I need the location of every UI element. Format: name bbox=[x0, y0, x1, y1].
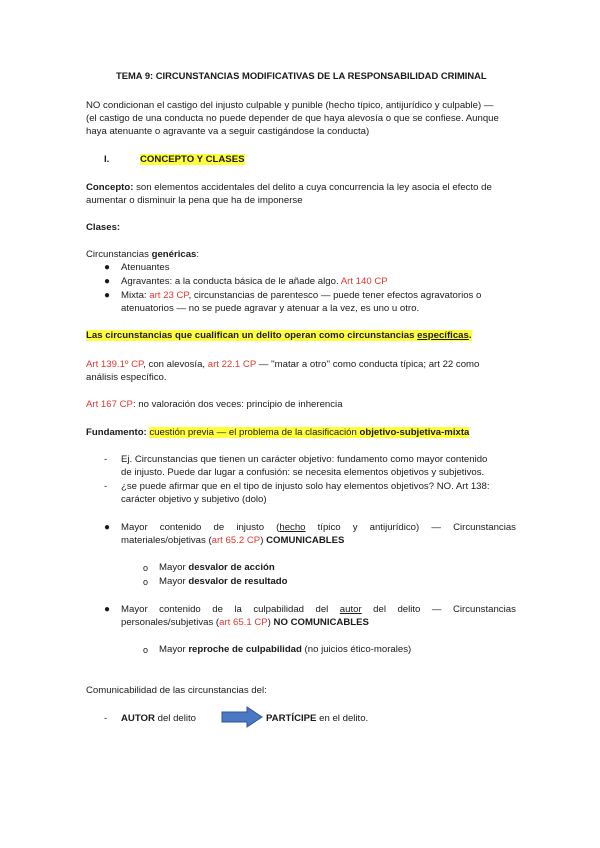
bullet-mixta-line-2: atenuatorios — no se puede agravar y atenuar a la vez, es uno u otro. bbox=[121, 303, 420, 314]
document-title: TEMA 9: CIRCUNSTANCIAS MODIFICATIVAS DE LA RESPONSABILIDAD CRIMINAL bbox=[116, 70, 487, 81]
clases-label: Clases: bbox=[86, 222, 121, 233]
fundamento-line: Fundamento: cuestión previa — el problema de la clasificación objetivo-subjetiva-mixta bbox=[86, 427, 470, 438]
bullet-icon: ● bbox=[104, 290, 111, 301]
concepto-line-1: Concepto: son elementos accidentales del delito a cuya concurrencia la ley asocia el efecto de bbox=[86, 182, 492, 193]
comunicabilidad-line: Comunicabilidad de las circunstancias del: bbox=[86, 685, 267, 696]
circle-bullet-icon: o bbox=[143, 577, 149, 587]
injusto-line-2: materiales/objetivas (art 65.2 CP) COMUNICABLES bbox=[121, 535, 345, 546]
bullet-mixta: Mixta: art 23 CP, circunstancias de parentesco — puede tener efectos agravatorios o bbox=[121, 290, 482, 301]
participe-text: PARTÍCIPE en el delito. bbox=[266, 713, 369, 724]
section-number: I. bbox=[104, 154, 110, 165]
art139-line-1: Art 139.1º CP, con alevosía, art 22.1 CP — ''matar a otro'' como conducta típica; art 22 como bbox=[86, 359, 480, 370]
dash-item-2-line-2: carácter objetivo y subjetivo (dolo) bbox=[121, 494, 267, 505]
dash-item-1-line-1: Ej. Circunstancias que tienen un carácter objetivo: fundamento como mayor contenido bbox=[121, 454, 488, 465]
art139-line-2: análisis específico. bbox=[86, 372, 167, 383]
section-title: CONCEPTO Y CLASES bbox=[140, 154, 245, 165]
culpabilidad-sub: Mayor reproche de culpabilidad (no juicios ético-morales) bbox=[159, 644, 412, 655]
injusto-sub-1: Mayor desvalor de acción bbox=[159, 562, 275, 573]
bullet-agravantes: Agravantes: a la conducta básica de le añade algo. Art 140 CP bbox=[121, 276, 388, 287]
dash-item-1-line-2: de injusto. Puede dar lugar a confusión: se necesita elementos objetivos y subjetivos. bbox=[121, 467, 485, 478]
dash-marker: - bbox=[104, 713, 108, 724]
art167-line: Art 167 CP: no valoración dos veces: principio de inherencia bbox=[86, 399, 343, 410]
intro-line-3: haya atenuante o agravante va a seguir castigándose la conducta) bbox=[86, 126, 370, 137]
culpabilidad-line-2: personales/subjetivas (art 65.1 CP) NO COMUNICABLES bbox=[121, 617, 369, 628]
injusto-line-1: Mayor contenido de injusto (hecho típico y antijurídico) — Circunstancias bbox=[121, 522, 516, 533]
intro-line-1: NO condicionan el castigo del injusto culpable y punible (hecho típico, antijurídico y culpable) — bbox=[86, 100, 494, 111]
dash-marker: - bbox=[104, 454, 108, 465]
dash-marker: - bbox=[104, 481, 108, 492]
dash-item-2-line-1: ¿se puede afirmar que en el tipo de injusto solo hay elementos objetivos? NO. Art 138: bbox=[121, 481, 490, 492]
bullet-atenuantes: Atenuantes bbox=[121, 262, 170, 273]
intro-line-2: (el castigo de una conducta no puede depender de que haya alevosía o que se confiese. Aunque bbox=[86, 113, 499, 124]
circle-bullet-icon: o bbox=[143, 645, 149, 655]
culpabilidad-line-1: Mayor contenido de la culpabilidad del autor del delito — Circunstancias bbox=[121, 604, 516, 615]
circle-bullet-icon: o bbox=[143, 563, 149, 573]
autor-text: AUTOR del delito bbox=[121, 713, 197, 724]
genericas-heading: Circunstancias genéricas: bbox=[86, 249, 200, 260]
especificas-line: Las circunstancias que cualifican un delito operan como circunstancias específicas. bbox=[86, 330, 472, 341]
concepto-line-2: aumentar o disminuir la pena que ha de imponerse bbox=[86, 195, 303, 206]
bullet-icon: ● bbox=[104, 522, 111, 533]
right-arrow-icon bbox=[221, 706, 263, 728]
bullet-icon: ● bbox=[104, 262, 111, 273]
bullet-icon: ● bbox=[104, 604, 111, 615]
injusto-sub-2: Mayor desvalor de resultado bbox=[159, 576, 288, 587]
bullet-icon: ● bbox=[104, 276, 111, 287]
